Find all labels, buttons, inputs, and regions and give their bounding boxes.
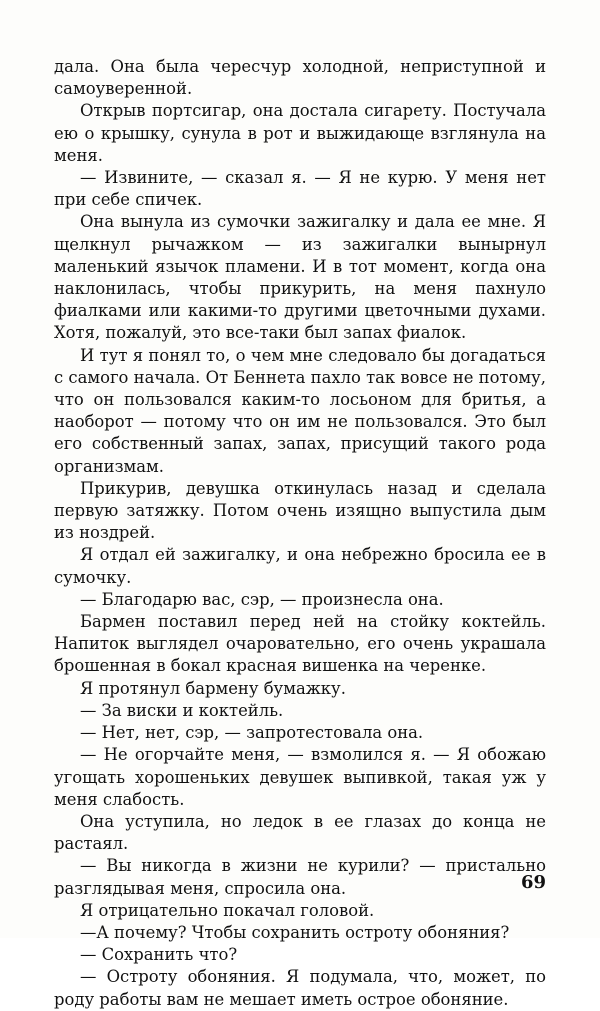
- paragraph: Я отрицательно покачал головой.: [80, 900, 375, 920]
- body-text: [54, 56, 546, 1011]
- paragraph: — Нет, нет, сэр, — запротестовала она.: [80, 723, 424, 743]
- paragraph: Бармен поставил перед ней на стойку коктейль. Напиток выглядел очаровательно, его очень украшала брошенная в бокал красная вишенка на черенке.: [54, 612, 546, 676]
- paragraph: Прикурив, девушка откинулась назад и сделала первую затяжку. Потом очень изящно выпустила дым из ноздрей.: [54, 478, 546, 543]
- paragraph: — Сохранить что?: [80, 945, 238, 965]
- paragraph: дала. Она была чересчур холодной, неприступной и самоуверенной.: [54, 57, 546, 99]
- paragraph: И тут я понял то, о чем мне следовало бы догадаться с самого начала. От Беннета пахло так вовсе не потому, что он пользовался каким-то лосьоном для бритья, а наоборот — потому что он им не пользовался. Это был его собственный запах, запах, присущий такого рода организмам.: [54, 345, 546, 476]
- page-number: 69: [520, 872, 546, 893]
- paragraph: —А почему? Чтобы сохранить остроту обоняния?: [80, 922, 510, 942]
- paragraph: Она уступила, но ледок в ее глазах до конца не растаял.: [54, 811, 546, 854]
- paragraph: — Благодарю вас, сэр, — произнесла она.: [80, 589, 444, 609]
- paragraph: Открыв портсигар, она достала сигарету. Постучала ею о крышку, сунула в рот и выжидающе взглянула на меня.: [54, 101, 546, 165]
- paragraph: — Не огорчайте меня, — взмолился я. — Я обожаю угощать хорошеньких девушек выпивкой, такая уж у меня слабость.: [54, 745, 546, 809]
- paragraph: Я отдал ей зажигалку, и она небрежно бросила ее в сумочку.: [54, 545, 546, 587]
- paragraph: — Извините, — сказал я. — Я не курю. У меня нет при себе спичек.: [54, 168, 546, 210]
- paragraph: Она вынула из сумочки зажигалку и дала ее мне. Я щелкнул рычажком — из зажигалки вынырнул маленький язычок пламени. И в тот момент, когда она наклонилась, чтобы прикурить, на меня пахнуло фиалками или какими-то другими цветочными духами. Хотя, пожалуй, это все-таки был запах фиалок.: [54, 212, 546, 343]
- paragraph: — За виски и коктейль.: [80, 700, 284, 720]
- paragraph: — Остроту обоняния. Я подумала, что, может, по роду работы вам не мешает иметь острое обоняние.: [54, 967, 546, 1009]
- paragraph: Я протянул бармену бумажку.: [80, 678, 346, 698]
- paragraph: — Вы никогда в жизни не курили? — пристально разглядывая меня, спросила она.: [54, 856, 546, 898]
